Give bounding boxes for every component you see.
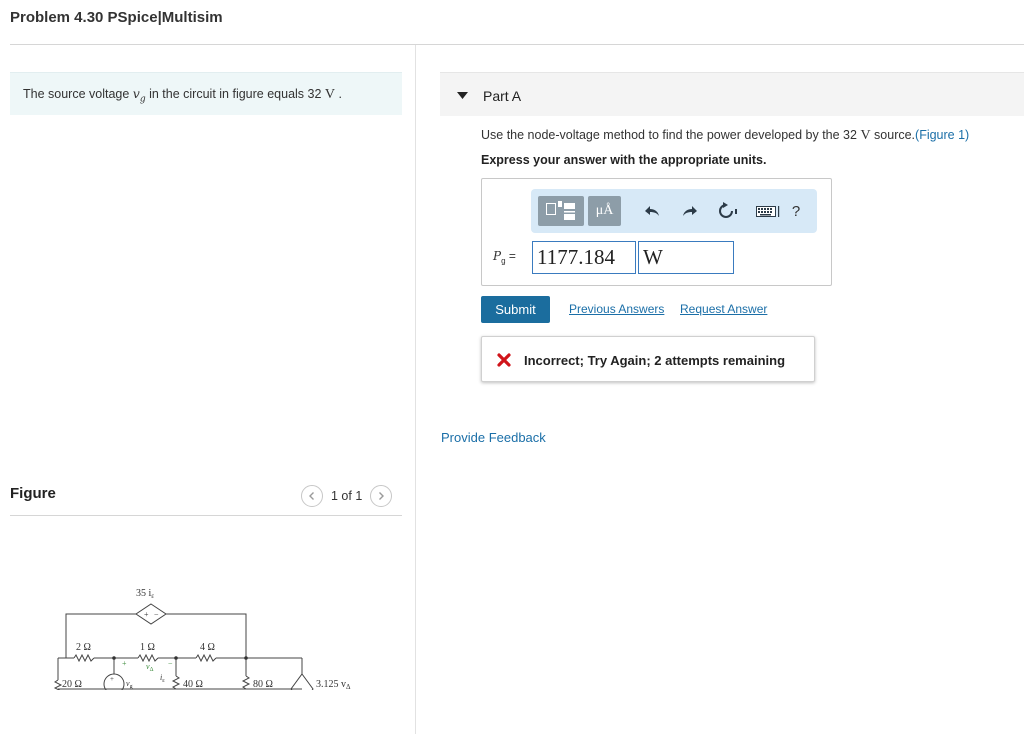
- figure-link[interactable]: (Figure 1): [915, 128, 970, 142]
- vg-var-sub: g: [139, 94, 146, 105]
- resistor-40-ohm: [173, 676, 179, 689]
- math-toolbar: [531, 189, 817, 233]
- intro-text-end: .: [335, 87, 342, 101]
- template-button[interactable]: [538, 196, 584, 226]
- answer-unit-field[interactable]: W: [638, 241, 734, 274]
- label-r4: 4 Ω: [200, 642, 215, 653]
- label-minus-top: −: [154, 610, 159, 619]
- provide-feedback-link[interactable]: Provide Feedback: [441, 430, 546, 445]
- label-vdelta-plus: +: [122, 659, 127, 668]
- part-a-label: Part A: [483, 88, 522, 104]
- label-r1: 1 Ω: [140, 642, 155, 653]
- answer-label-eq: =: [505, 249, 516, 263]
- figure-title: Figure: [10, 485, 56, 502]
- keyboard-button[interactable]: [755, 196, 781, 226]
- undo-icon: [645, 204, 661, 218]
- submit-button[interactable]: Submit: [481, 296, 550, 323]
- units-button[interactable]: μÅ: [588, 196, 621, 226]
- label-vdelta: $v_\Delta$: [146, 662, 154, 673]
- voltage-source-vg: [104, 674, 124, 690]
- figure-page-count: 1 of 1: [331, 489, 363, 503]
- question-unit: V: [860, 128, 871, 143]
- intro-unit: V: [324, 87, 336, 102]
- label-r40: 40 Ω: [183, 679, 203, 690]
- help-button[interactable]: ?: [791, 202, 801, 220]
- answer-value-field[interactable]: 1177.184: [532, 241, 636, 274]
- label-dep-current: 35 $i_\varepsilon$: [136, 588, 155, 600]
- question-text-start: Use the node-voltage method to find the power developed by the 32: [481, 128, 861, 142]
- vg-variable: [132, 86, 146, 105]
- resistor-80-ohm: [243, 676, 249, 689]
- undo-button[interactable]: [641, 196, 665, 226]
- dependent-source: [291, 674, 313, 690]
- label-r20: 20 Ω: [62, 679, 82, 690]
- previous-answers-link[interactable]: Previous Answers: [569, 302, 665, 316]
- label-plus-top: +: [144, 610, 149, 619]
- column-divider: [415, 45, 416, 734]
- label-vg-plus: +: [110, 675, 114, 683]
- figure-divider: [10, 515, 402, 516]
- part-a-header[interactable]: [440, 72, 1024, 116]
- intro-text-start: The source voltage: [23, 87, 133, 101]
- label-dep-source: 3.125 $v_\Delta$: [316, 679, 351, 690]
- resistor-1-ohm: [138, 655, 158, 661]
- answer-label: [493, 249, 516, 265]
- keyboard-icon: [756, 204, 780, 218]
- answer-label-var: P: [493, 249, 502, 263]
- label-r80: 80 Ω: [253, 679, 273, 690]
- intro-text-middle: in the circuit in figure equals 32: [145, 87, 325, 101]
- reset-button[interactable]: [715, 196, 743, 226]
- title-divider: [10, 44, 1024, 45]
- label-ie: $i_\varepsilon$: [160, 673, 165, 684]
- question-text-end: source.: [870, 128, 916, 142]
- resistor-2-ohm: [74, 655, 94, 661]
- feedback-message: Incorrect; Try Again; 2 attempts remaining: [524, 353, 786, 368]
- answer-instruction: Express your answer with the appropriate units.: [481, 153, 767, 167]
- next-figure-button[interactable]: [370, 485, 392, 507]
- page-title: Problem 4.30 PSpice|Multisim: [10, 9, 223, 26]
- incorrect-feedback: [481, 336, 815, 382]
- request-answer-link[interactable]: Request Answer: [680, 302, 768, 316]
- vg-var-letter: v: [132, 86, 140, 101]
- dependent-current-source: [136, 604, 166, 624]
- caret-down-icon[interactable]: [457, 92, 468, 99]
- answer-label-sub: g: [501, 256, 506, 266]
- resistor-4-ohm: [196, 655, 216, 661]
- redo-button[interactable]: [677, 196, 701, 226]
- label-r2: 2 Ω: [76, 642, 91, 653]
- redo-icon: [681, 204, 697, 218]
- question-text: [481, 128, 969, 144]
- label-vdelta-minus: −: [168, 659, 173, 668]
- label-vg: $v_g$: [126, 679, 133, 690]
- chevron-left-icon: [307, 491, 317, 501]
- chevron-right-icon: [376, 491, 386, 501]
- x-mark-icon: [497, 353, 511, 367]
- previous-figure-button[interactable]: [301, 485, 323, 507]
- figure-pager: [301, 484, 392, 508]
- reset-icon: [717, 202, 741, 220]
- circuit-diagram: [48, 580, 378, 690]
- problem-statement: [10, 72, 402, 115]
- template-icon: [544, 201, 578, 221]
- answer-box: [481, 178, 832, 286]
